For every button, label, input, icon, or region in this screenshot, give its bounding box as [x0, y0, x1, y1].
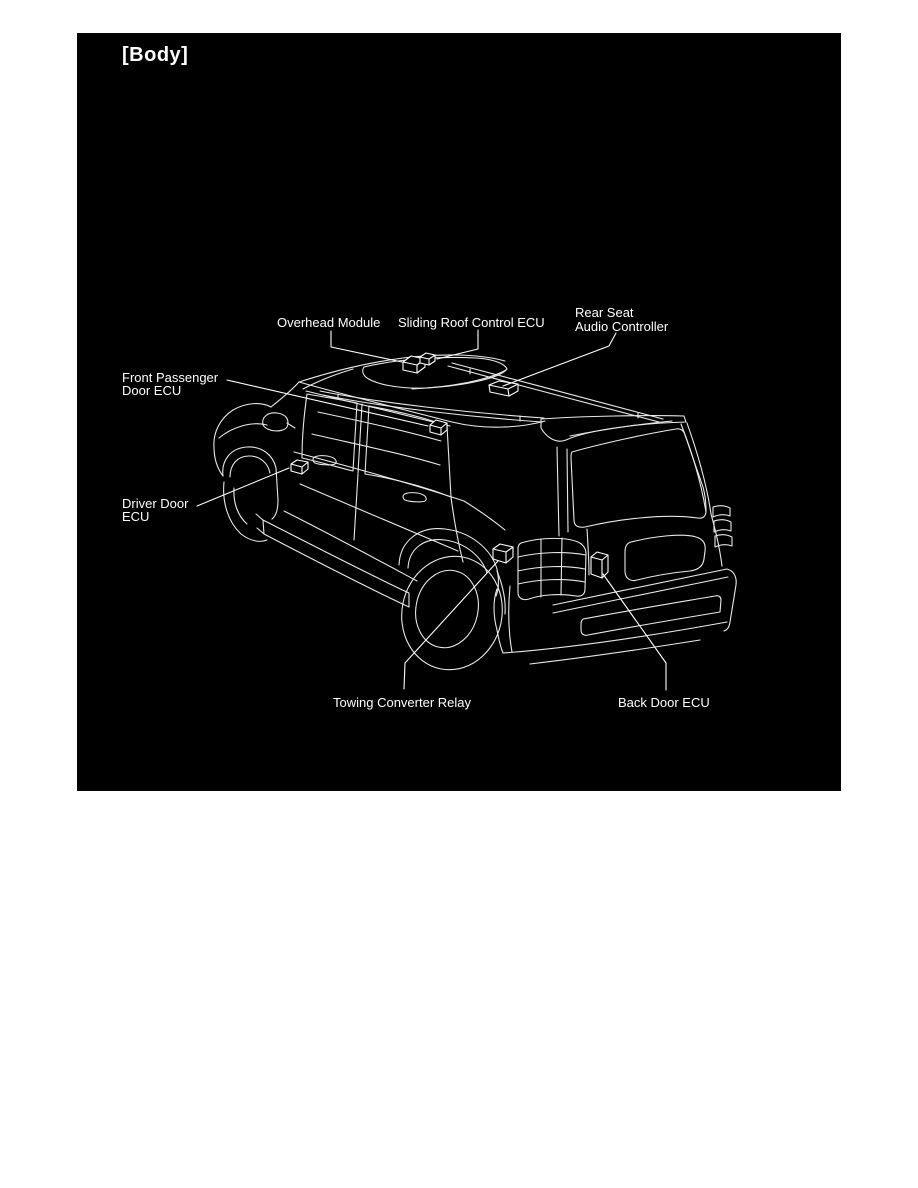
d-pillar-right — [681, 423, 711, 514]
rocker-line — [284, 511, 417, 581]
label-sliding-roof-control-ecu: Sliding Roof Control ECU — [398, 315, 545, 330]
sliding-roof-control-ecu-box — [420, 353, 435, 365]
label-towing-converter-relay: Towing Converter Relay — [333, 695, 472, 710]
far-side-beltline — [312, 434, 440, 465]
diagram-panel — [77, 33, 841, 791]
sunroof-panel — [363, 357, 507, 388]
bumper-step-recess — [581, 596, 721, 636]
label-front-passenger-door-ecu-line2: Door ECU — [122, 383, 182, 398]
front-fender-rear-edge — [272, 468, 278, 519]
backdoor-left-edge — [587, 529, 589, 575]
far-side-window-top — [318, 412, 441, 441]
rear-right-corner — [711, 514, 722, 566]
corner-reflector-cells — [713, 506, 732, 547]
leader-lines — [197, 330, 666, 690]
rear-tire-inner — [409, 564, 486, 653]
bumper-bottom-edge — [503, 622, 727, 653]
hood-crease — [219, 424, 267, 438]
front-tire-outer — [224, 482, 267, 541]
rear-door-lower-seam — [451, 497, 463, 562]
running-board — [263, 520, 409, 607]
back-door-ecu-box — [591, 552, 608, 578]
label-front-passenger-door-ecu-line1: Front Passenger — [122, 370, 219, 385]
d-pillar-left — [557, 447, 568, 536]
page-title: [Body] — [122, 44, 189, 66]
quarter-crease — [464, 501, 505, 530]
front-passenger-door-ecu-box — [430, 420, 447, 435]
b-pillar — [358, 404, 362, 473]
windshield-far-edge — [303, 369, 353, 389]
side-mirror — [263, 413, 288, 431]
door-crease — [300, 484, 458, 551]
label-back-door-ecu: Back Door ECU — [618, 695, 710, 710]
rear-seat-audio-controller-box — [489, 381, 518, 396]
taillight-grid — [518, 538, 586, 597]
license-plate-recess — [625, 535, 705, 580]
rear-window — [571, 429, 706, 527]
rear-wheel-arch — [399, 529, 498, 596]
vehicle-line-art — [214, 355, 736, 679]
front-door-window — [302, 394, 357, 471]
rear-door-handle — [403, 493, 426, 502]
label-overhead-module: Overhead Module — [277, 315, 381, 330]
label-rear-seat-audio-controller-line2: Audio Controller — [575, 319, 669, 334]
mirror-stalk — [287, 423, 295, 428]
bumper-left-end — [494, 586, 512, 653]
bumper-lower-lip — [530, 640, 700, 664]
label-driver-door-ecu-line1: Driver Door — [122, 496, 189, 511]
leader-overhead-module — [331, 331, 402, 362]
front-wheel-arch-inner — [230, 456, 270, 477]
body-ecu-location-diagram — [77, 33, 841, 791]
label-rear-seat-audio-controller-line1: Rear Seat — [575, 305, 634, 320]
front-fender-lower — [214, 447, 223, 476]
towing-converter-relay-box — [493, 544, 513, 563]
leader-rear-seat-audio-controller — [503, 333, 616, 386]
bumper-top-edge — [553, 569, 728, 613]
a-pillar — [271, 382, 299, 407]
window-top-inner — [306, 391, 450, 426]
label-driver-door-ecu-line2: ECU — [122, 509, 150, 524]
leader-driver-door-ecu — [197, 468, 289, 506]
front-tire-inner — [234, 488, 247, 524]
driver-door-ecu-box — [291, 460, 308, 474]
